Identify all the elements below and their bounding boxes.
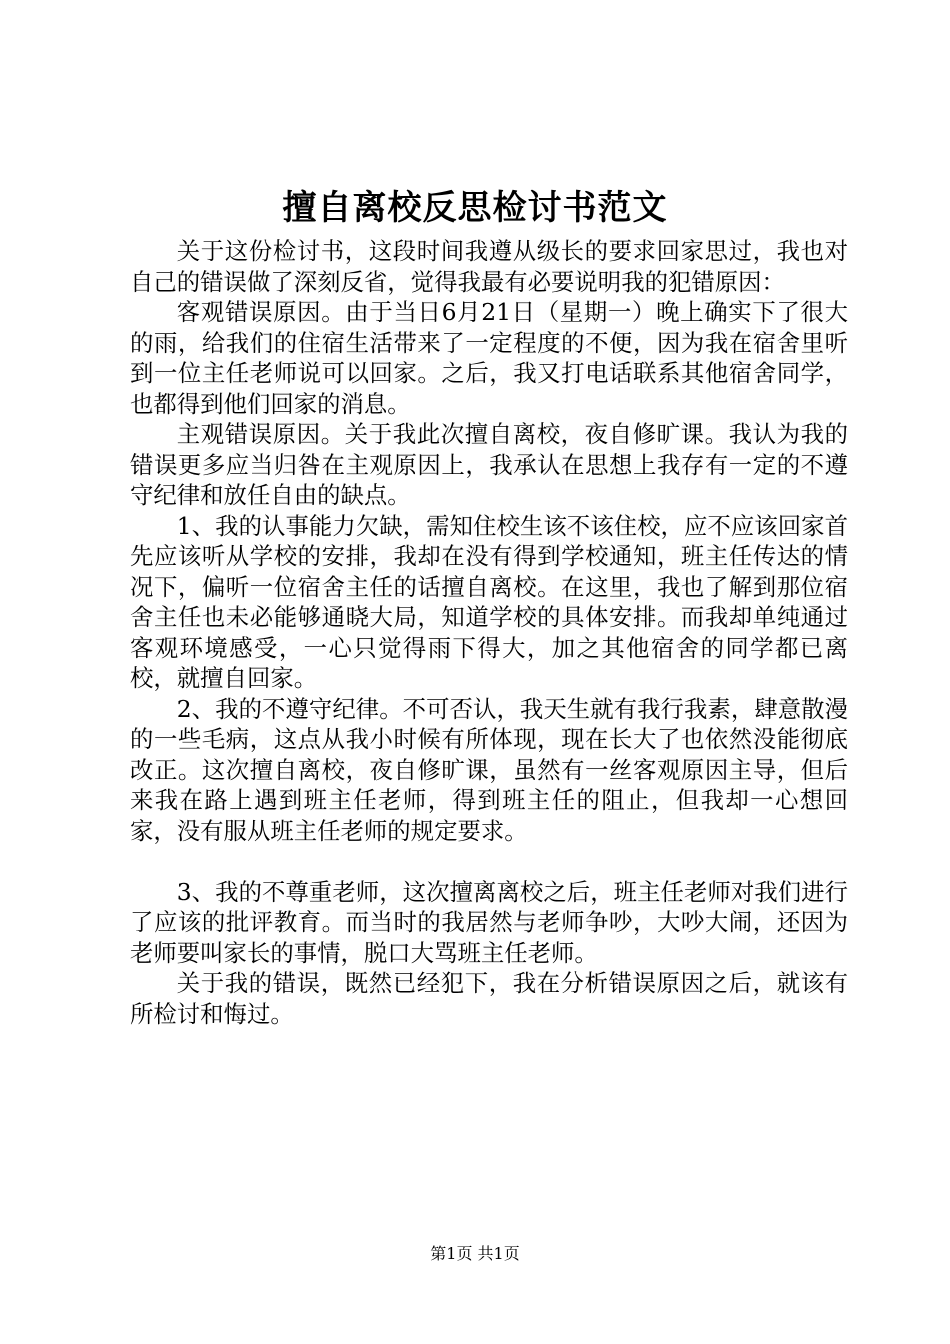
- paragraph-point-3: 3、我的不尊重老师，这次擅离离校之后，班主任老师对我们进行了应该的批评教育。而当时的我居然与老师争吵，大吵大闹，还因为老师要叫家长的事情，脱口大骂班主任老师。: [130, 877, 848, 967]
- paragraph-objective-reason: 客观错误原因。由于当日6月21日（星期一）晚上确实下了很大的雨，给我们的住宿生活带来了一定程度的不便，因为我在宿舍里听到一位主任老师说可以回家。之后，我又打电话联系其他宿舍同学，也都得到他们回家的消息。: [130, 298, 848, 418]
- paragraph-point-2: 2、我的不遵守纪律。不可否认，我天生就有我行我素，肆意散漫的一些毛病，这点从我小时候有所体现，现在长大了也依然没能彻底改正。这次擅自离校，夜自修旷课，虽然有一丝客观原因主导，但后来我在路上遇到班主任老师，得到班主任的阻止，但我却一心想回家，没有服从班主任老师的规定要求。: [130, 694, 848, 845]
- document-body: [130, 236, 848, 1029]
- paragraph-intro: 关于这份检讨书，这段时间我遵从级长的要求回家思过，我也对自己的错误做了深刻反省，觉得我最有必要说明我的犯错原因：: [130, 237, 848, 296]
- document-title: 擅自离校反思检讨书范文: [282, 188, 668, 228]
- paragraph-point-1: 1、我的认事能力欠缺，需知住校生该不该住校，应不应该回家首先应该听从学校的安排，我却在没有得到学校通知，班主任传达的情况下，偏听一位宿舍主任的话擅自离校。在这里，我也了解到那位宿舍主任也未必能够通晓大局，知道学校的具体安排。而我却单纯通过客观环境感受，一心只觉得雨下得大，加之其他宿舍的同学都已离校，就擅自回家。: [130, 511, 848, 692]
- page-footer: 第1页 共1页: [430, 1244, 520, 1263]
- paragraph-conclusion: 关于我的错误，既然已经犯下，我在分析错误原因之后，就该有所检讨和悔过。: [130, 969, 848, 1028]
- paragraph-subjective-reason: 主观错误原因。关于我此次擅自离校，夜自修旷课。我认为我的错误更多应当归咎在主观原因上，我承认在思想上我存有一定的不遵守纪律和放任自由的缺点。: [130, 420, 848, 509]
